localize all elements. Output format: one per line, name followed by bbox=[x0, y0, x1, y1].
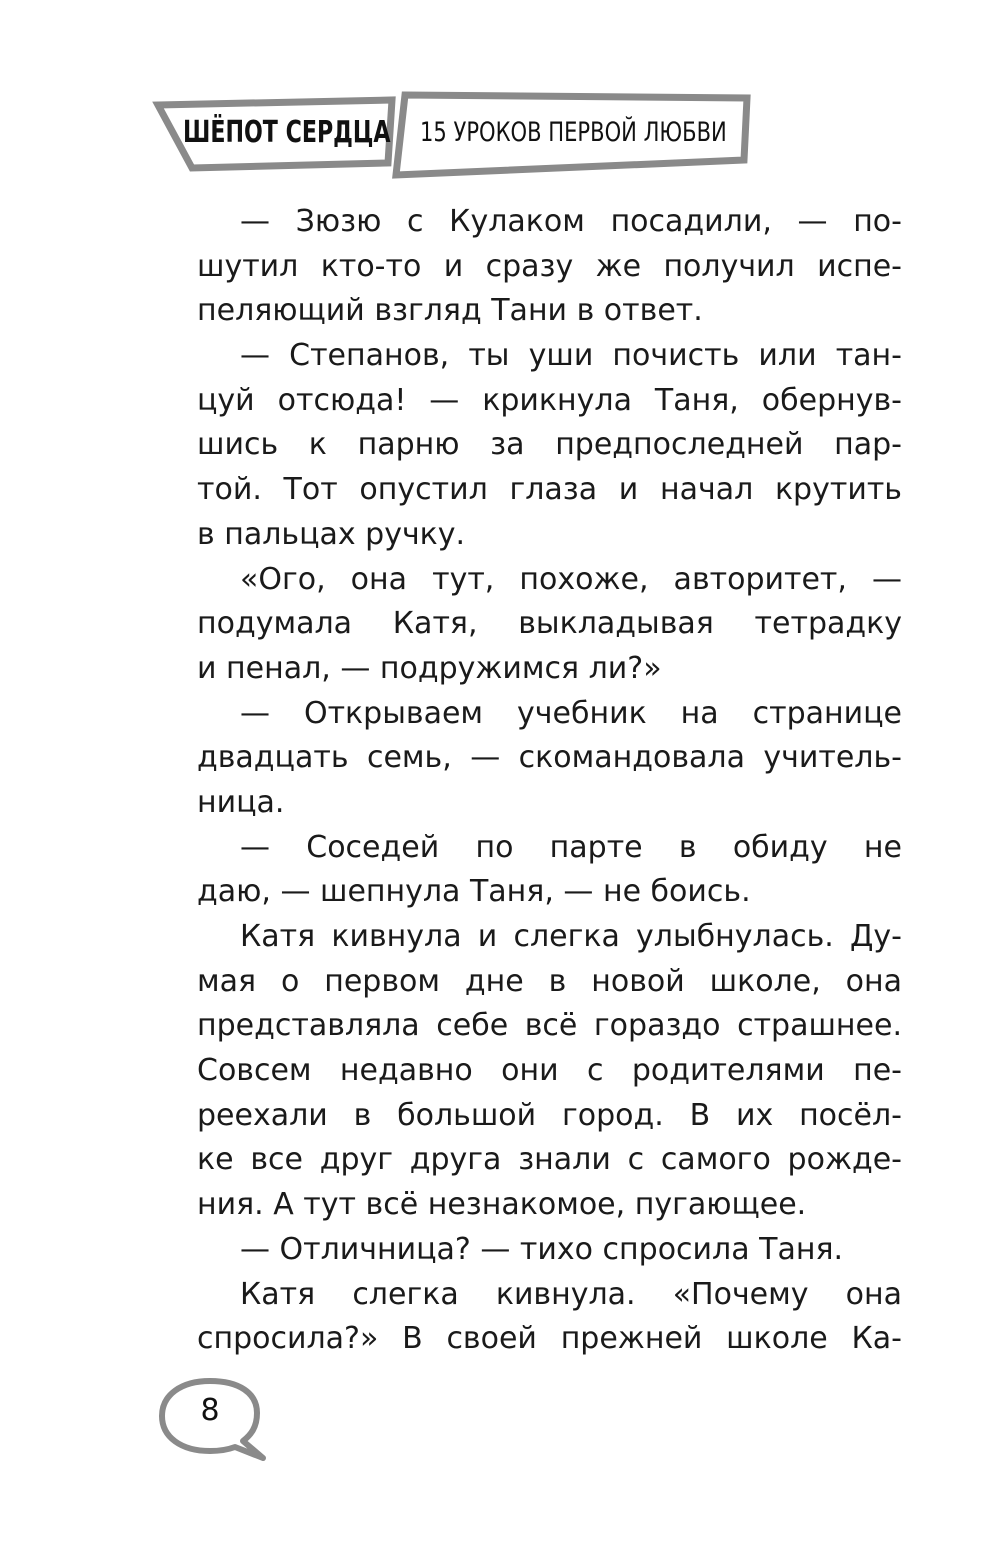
text-line: Катя слегка кивнула. «Почему она bbox=[240, 1276, 902, 1312]
text-line: шутил кто-то и сразу же получил испе- bbox=[197, 248, 902, 284]
text-line: Совсем недавно они с родителями пе- bbox=[197, 1053, 902, 1089]
text-line: ница. bbox=[197, 784, 285, 820]
text-line: даю, — шепнула Таня, — не боись. bbox=[197, 874, 751, 910]
text-line: той. Тот опустил глаза и начал крутить bbox=[197, 472, 902, 508]
text-line: — Степанов, ты уши почисть или тан- bbox=[240, 338, 902, 374]
text-line: ния. А тут всё незнакомое, пугающее. bbox=[197, 1187, 807, 1223]
text-line: спросила?» В своей прежней школе Ка- bbox=[197, 1321, 902, 1357]
header-frame-graphic bbox=[0, 0, 1000, 200]
page-number: 8 bbox=[200, 1393, 220, 1428]
text-line: подумала Катя, выкладывая тетрадку bbox=[197, 606, 902, 642]
text-line: в пальцах ручку. bbox=[197, 516, 466, 552]
text-line: представляла себе всё гораздо страшнее. bbox=[197, 1008, 902, 1044]
text-line: «Ого, она тут, похоже, авторитет, — bbox=[240, 561, 902, 597]
text-line: пеляющий взгляд Тани в ответ. bbox=[197, 293, 703, 329]
text-line: Катя кивнула и слегка улыбнулась. Ду- bbox=[240, 919, 902, 954]
text-line: — Открываем учебник на странице bbox=[240, 695, 902, 731]
text-line: — Соседей по парте в обиду не bbox=[240, 829, 902, 865]
page-body-text bbox=[197, 200, 902, 1362]
text-line: реехали в большой город. В их посёл- bbox=[197, 1097, 902, 1133]
book-title: 15 УРОКОВ ПЕРВОЙ ЛЮБВИ bbox=[420, 117, 727, 148]
text-line: — Зюзю с Кулаком посадили, — по- bbox=[240, 204, 902, 239]
text-line: — Отличница? — тихо спросила Таня. bbox=[240, 1231, 844, 1267]
page-number-bubble bbox=[155, 1375, 270, 1467]
text-line: двадцать семь, — скомандовала учитель- bbox=[197, 740, 902, 776]
text-line: цуй отсюда! — крикнула Таня, обернув- bbox=[197, 382, 902, 418]
running-header bbox=[0, 0, 1000, 200]
text-line: и пенал, — подружимся ли?» bbox=[197, 650, 662, 686]
series-title: ШЁПОТ СЕРДЦА bbox=[183, 115, 391, 150]
text-line: шись к парню за предпоследней пар- bbox=[197, 427, 902, 463]
text-line: ке все друг друга знали с самого рожде- bbox=[197, 1142, 902, 1178]
text-line: мая о первом дне в новой школе, она bbox=[197, 963, 902, 999]
